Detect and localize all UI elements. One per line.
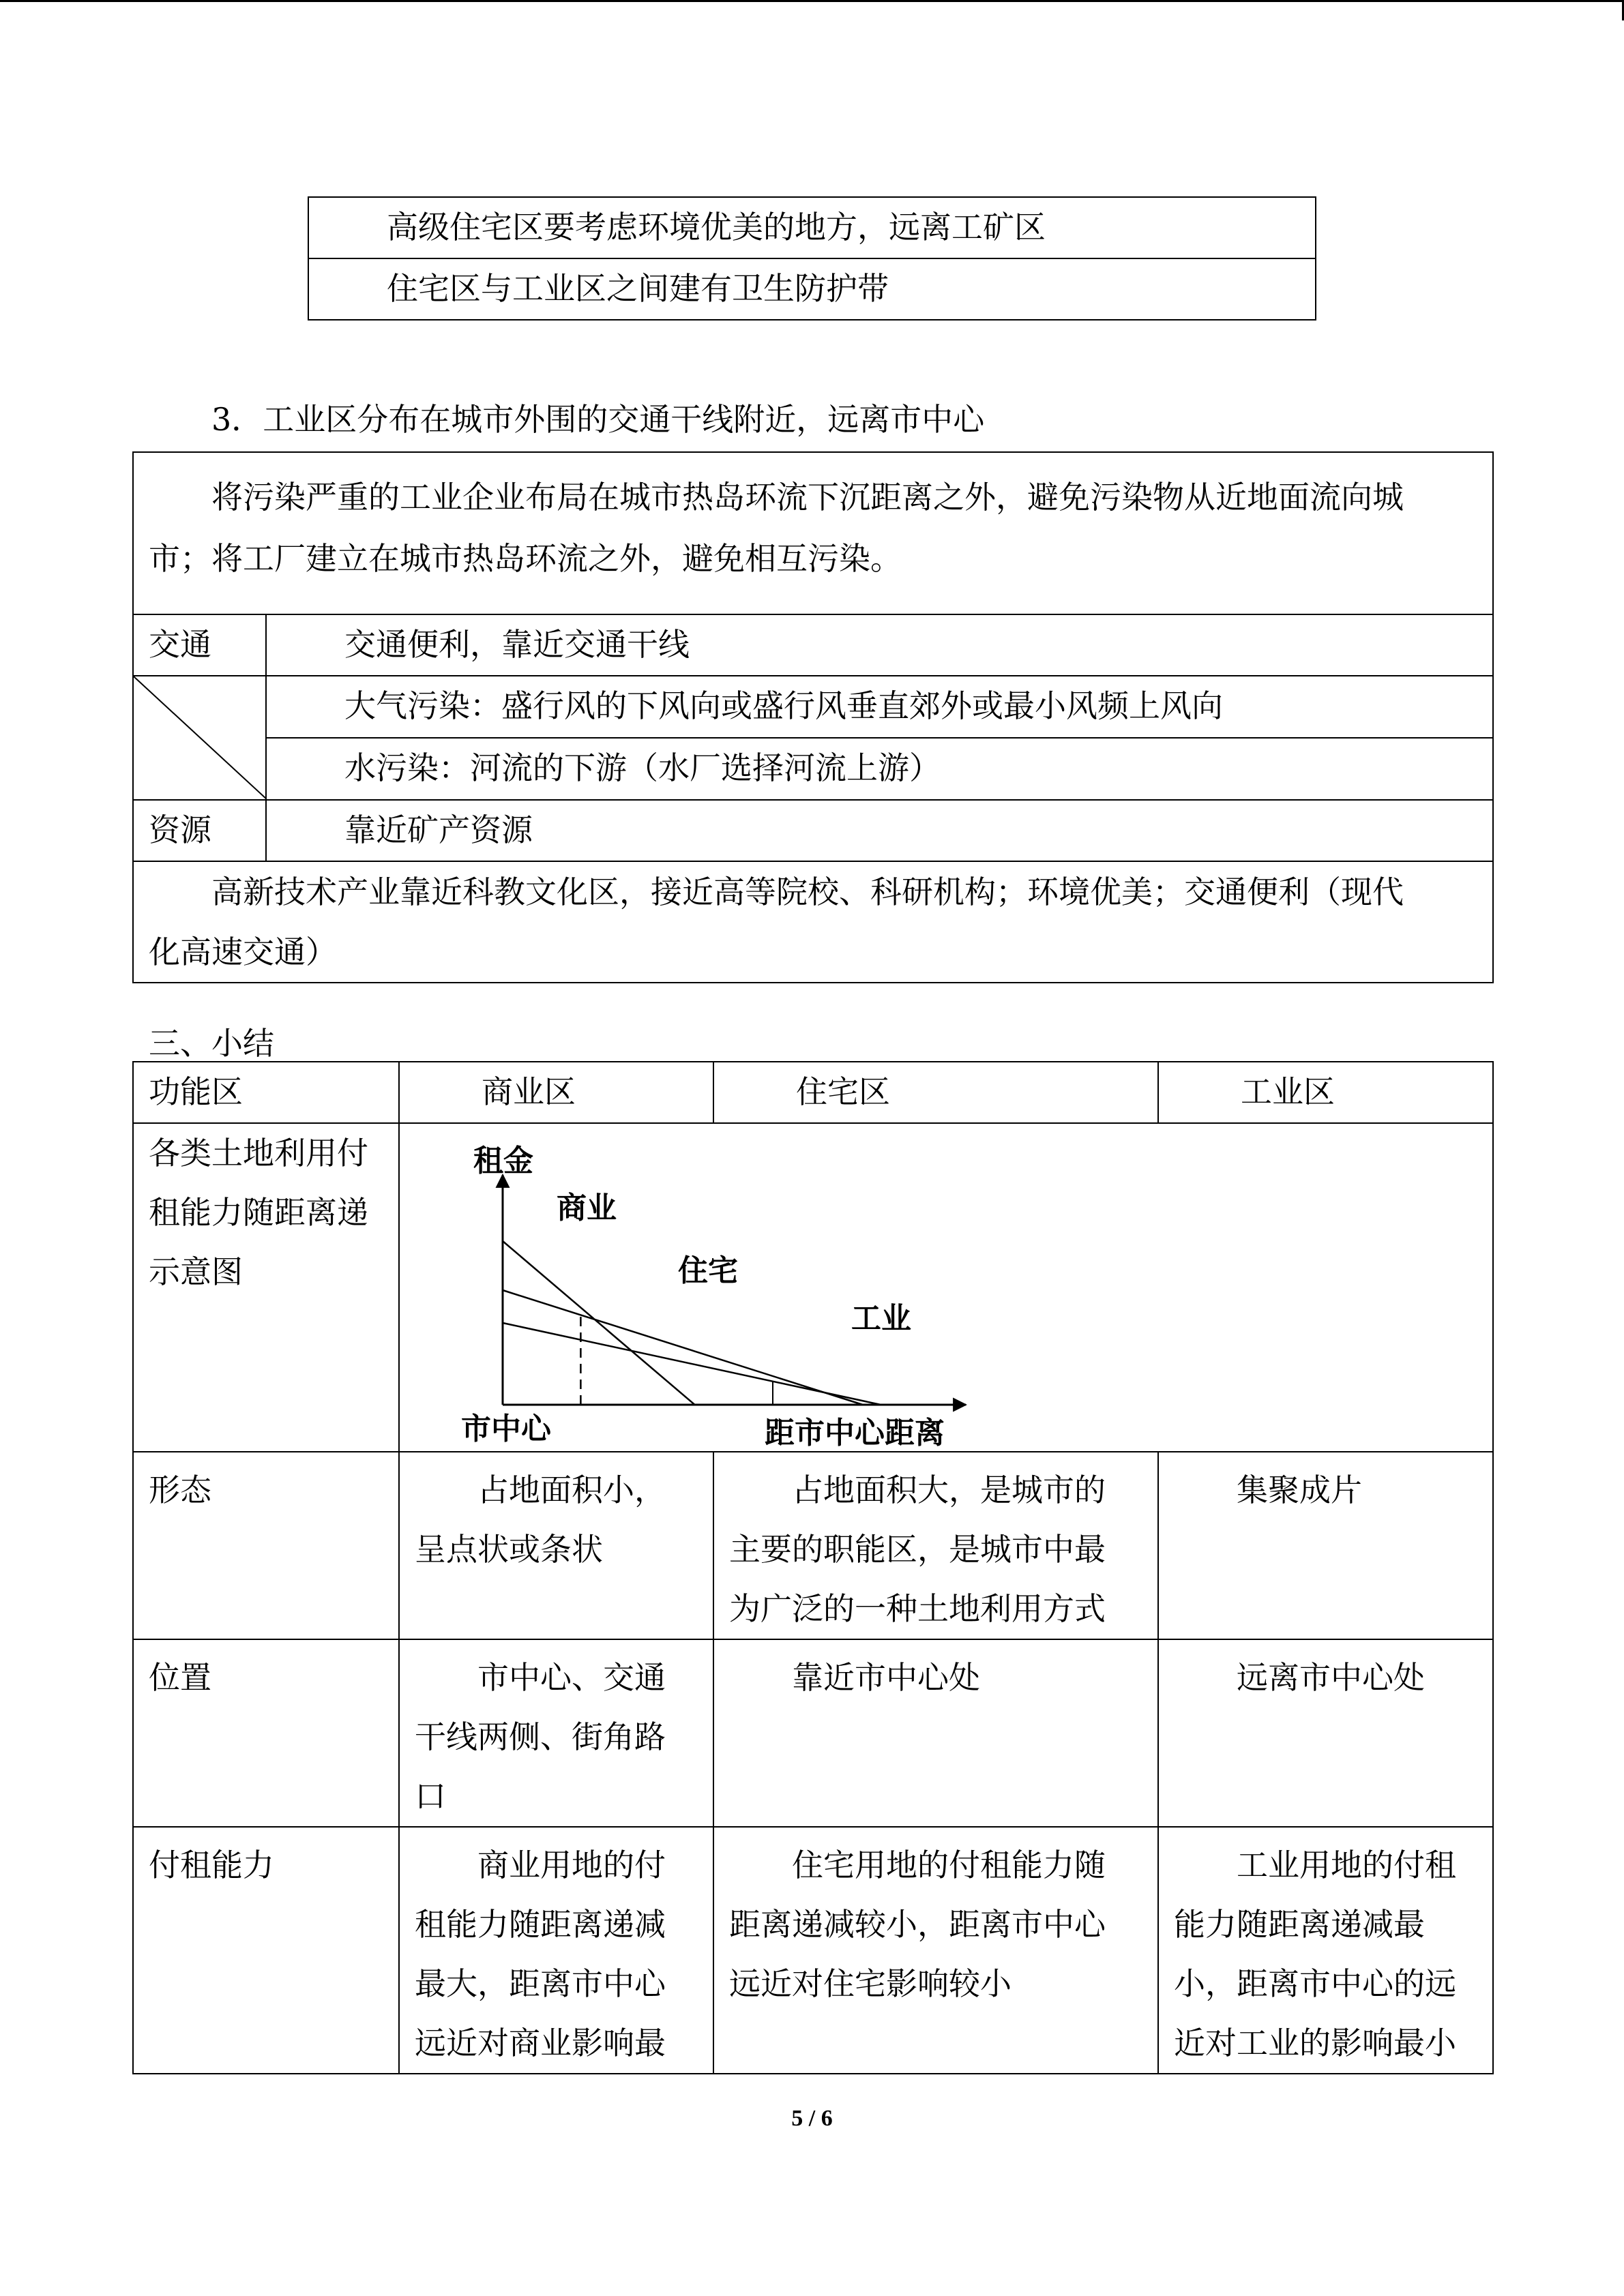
- rent-residential-line-2: 距离递减较小，距离市中心: [729, 1906, 1106, 1943]
- label-commercial: 商业: [557, 1191, 617, 1225]
- form-residential-line-3: 为广泛的一种土地利用方式: [729, 1590, 1106, 1627]
- label-residential: 住宅: [678, 1253, 738, 1288]
- rent-commercial-line-3: 最大，距离市中心: [415, 1965, 666, 2002]
- series-commercial: [503, 1241, 695, 1405]
- summary-table: [132, 1061, 1494, 2074]
- rent-commercial-line-1: 商业用地的付: [477, 1847, 666, 1883]
- header-commercial: 商业区: [399, 1062, 713, 1123]
- form-residential-line-2: 主要的职能区，是城市中最: [729, 1531, 1106, 1568]
- traffic-label: 交通: [133, 614, 266, 676]
- x-axis-label: 距市中心距离: [765, 1416, 945, 1450]
- traffic-text: 交通便利，靠近交通干线: [266, 614, 1493, 676]
- location-industrial-line-1: 远离市中心处: [1237, 1659, 1425, 1696]
- form-commercial-line-2: 呈点状或条状: [415, 1531, 603, 1568]
- resource-label: 资源: [133, 800, 266, 861]
- location-commercial-line-1: 市中心、交通: [477, 1659, 666, 1696]
- location-residential: [713, 1639, 1158, 1827]
- top-table-row-1: 高级住宅区要考虑环境优美的地方，远离工矿区: [308, 197, 1316, 258]
- y-axis-label: 租金: [473, 1144, 533, 1178]
- label-industrial: 工业: [851, 1301, 911, 1336]
- chart-label-line-1: 各类土地利用付: [149, 1135, 368, 1172]
- chart-cell: [399, 1123, 1493, 1452]
- rent-commercial-line-2: 租能力随距离递减: [415, 1906, 666, 1943]
- form-label: 形态: [133, 1452, 399, 1639]
- air-pollution-text: 大气污染：盛行风的下风向或盛行风垂直郊外或最小风频上风向: [266, 676, 1493, 738]
- rent-label: 付租能力: [133, 1827, 399, 2074]
- rent-commercial-line-4: 远近对商业影响最: [415, 2025, 666, 2061]
- hightech-cell: [133, 861, 1493, 983]
- diagonal-line: [134, 676, 267, 799]
- chart-label-line-3: 示意图: [149, 1253, 243, 1290]
- series-residential: [503, 1290, 863, 1405]
- rent-industrial: [1158, 1827, 1493, 2074]
- location-commercial-line-3: 口: [415, 1778, 446, 1815]
- intro-line-2: 市；将工厂建立在城市热岛环流之外，避免相互污染。: [149, 540, 902, 577]
- header-function-area: 功能区: [133, 1062, 399, 1123]
- intro-line-1: 将污染严重的工业企业布局在城市热岛环流下沉距离之外，避免污染物从近地面流向城: [211, 479, 1404, 516]
- diagonal-cell: [133, 676, 266, 800]
- series-industrial: [503, 1323, 881, 1405]
- form-commercial-line-1: 占地面积小，: [477, 1472, 666, 1508]
- form-industrial: [1158, 1452, 1493, 1639]
- form-commercial: [399, 1452, 713, 1639]
- form-residential: [713, 1452, 1158, 1639]
- summary-heading: 三、小结: [149, 1025, 274, 1062]
- rent-industrial-line-4: 近对工业的影响最小: [1174, 2025, 1456, 2061]
- hightech-line-1: 高新技术产业靠近科教文化区，接近高等院校、科研机构；环境优美；交通便利（现代: [211, 874, 1404, 910]
- location-commercial: [399, 1639, 713, 1827]
- bid-rent-chart: [400, 1124, 1491, 1451]
- location-commercial-line-2: 干线两侧、街角路: [415, 1718, 666, 1755]
- chart-label: [133, 1123, 399, 1452]
- top-table-row-2: 住宅区与工业区之间建有卫生防护带: [308, 258, 1316, 320]
- top-border: [0, 0, 1624, 2]
- form-industrial-line-1: 集聚成片: [1237, 1472, 1362, 1508]
- origin-label: 市中心: [461, 1412, 551, 1446]
- section3-heading: 3．工业区分布在城市外围的交通干线附近，远离市中心: [211, 401, 985, 438]
- page-number: 5 / 6: [791, 2106, 833, 2131]
- header-industrial: 工业区: [1158, 1062, 1493, 1123]
- rent-industrial-line-3: 小，距离市中心的远: [1174, 1965, 1456, 2002]
- rent-industrial-line-2: 能力随距离递减最: [1174, 1906, 1425, 1943]
- rent-residential: [713, 1827, 1158, 2074]
- form-residential-line-1: 占地面积大，是城市的: [792, 1472, 1106, 1508]
- location-residential-line-1: 靠近市中心处: [792, 1659, 980, 1696]
- header-residential: 住宅区: [713, 1062, 1158, 1123]
- rent-residential-line-3: 远近对住宅影响较小: [729, 1965, 1012, 2002]
- water-pollution-text: 水污染：河流的下游（水厂选择河流上游）: [266, 738, 1493, 800]
- location-label: 位置: [133, 1639, 399, 1827]
- rent-commercial: [399, 1827, 713, 2074]
- resource-text: 靠近矿产资源: [266, 800, 1493, 861]
- location-industrial: [1158, 1639, 1493, 1827]
- rent-industrial-line-1: 工业用地的付租: [1237, 1847, 1456, 1883]
- chart-label-line-2: 租能力随距离递: [149, 1194, 368, 1231]
- rent-residential-line-1: 住宅用地的付租能力随: [792, 1847, 1106, 1883]
- hightech-line-2: 化高速交通）: [149, 934, 337, 970]
- intro-cell: [133, 452, 1493, 614]
- industrial-table: [132, 451, 1494, 983]
- top-table: [308, 196, 1316, 320]
